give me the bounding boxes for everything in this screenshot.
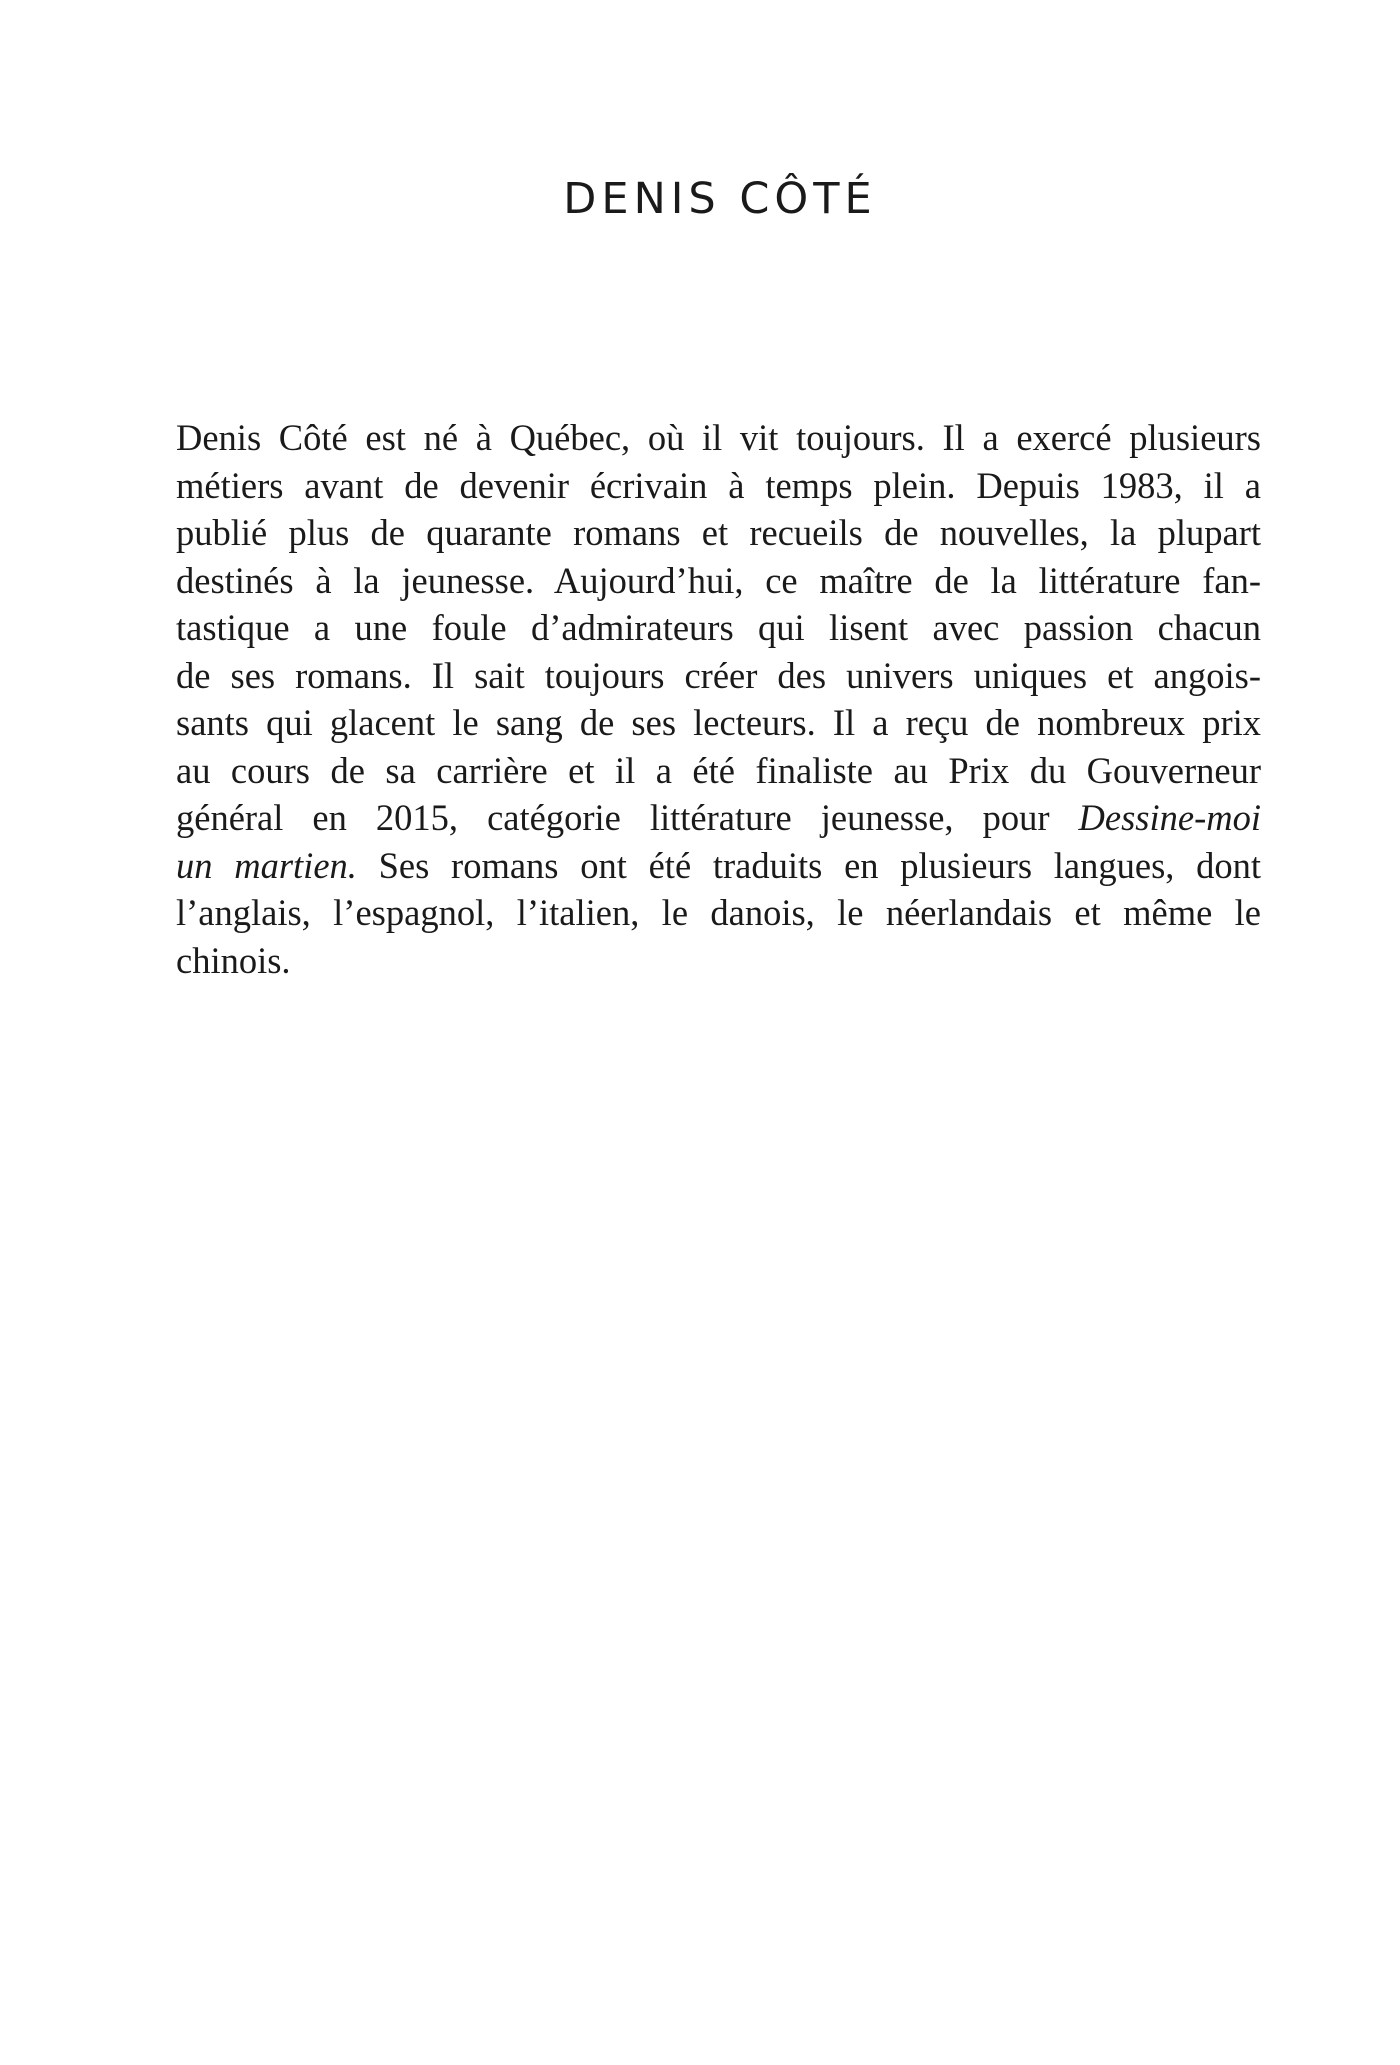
book-title-italic: Dessine-moi — [1078, 797, 1261, 838]
bio-line: de ses romans. Il sait toujours créer des univers uniques et angois- — [176, 654, 1261, 696]
bio-line: métiers avant de devenir écrivain à temps plein. Depuis 1983, il a — [176, 464, 1261, 506]
book-title-italic: un martien. — [176, 844, 357, 886]
author-biography — [176, 414, 1261, 984]
bio-line: tastique a une foule d’admirateurs qui lisent avec passion chacun — [176, 607, 1261, 648]
bio-text-segment: général en 2015, catégorie littérature jeunesse, pour — [176, 797, 1079, 838]
bio-line: destinés à la jeunesse. Aujourd’hui, ce maître de la littérature fan- — [176, 559, 1261, 601]
bio-line — [176, 794, 1261, 842]
bio-line: sants qui glacent le sang de ses lecteurs. Il a reçu de nombreux prix — [176, 702, 1261, 743]
bio-line: l’anglais, l’espagnol, l’italien, le danois, le néerlandais et même le — [176, 892, 1261, 933]
bio-line — [176, 842, 1261, 890]
bio-line: au cours de sa carrière et il a été finaliste au Prix du Gouverneur — [176, 749, 1261, 791]
bio-line: Denis Côté est né à Québec, où il vit toujours. Il a exercé plusieurs — [176, 417, 1261, 458]
bio-line: chinois. — [176, 939, 291, 981]
author-name-heading: DENIS CÔTÉ — [563, 174, 877, 224]
bio-text-segment: Ses romans ont été traduits en plusieurs langues, dont — [356, 844, 1262, 886]
bio-line: publié plus de quarante romans et recueils de nouvelles, la plupart — [176, 512, 1261, 553]
